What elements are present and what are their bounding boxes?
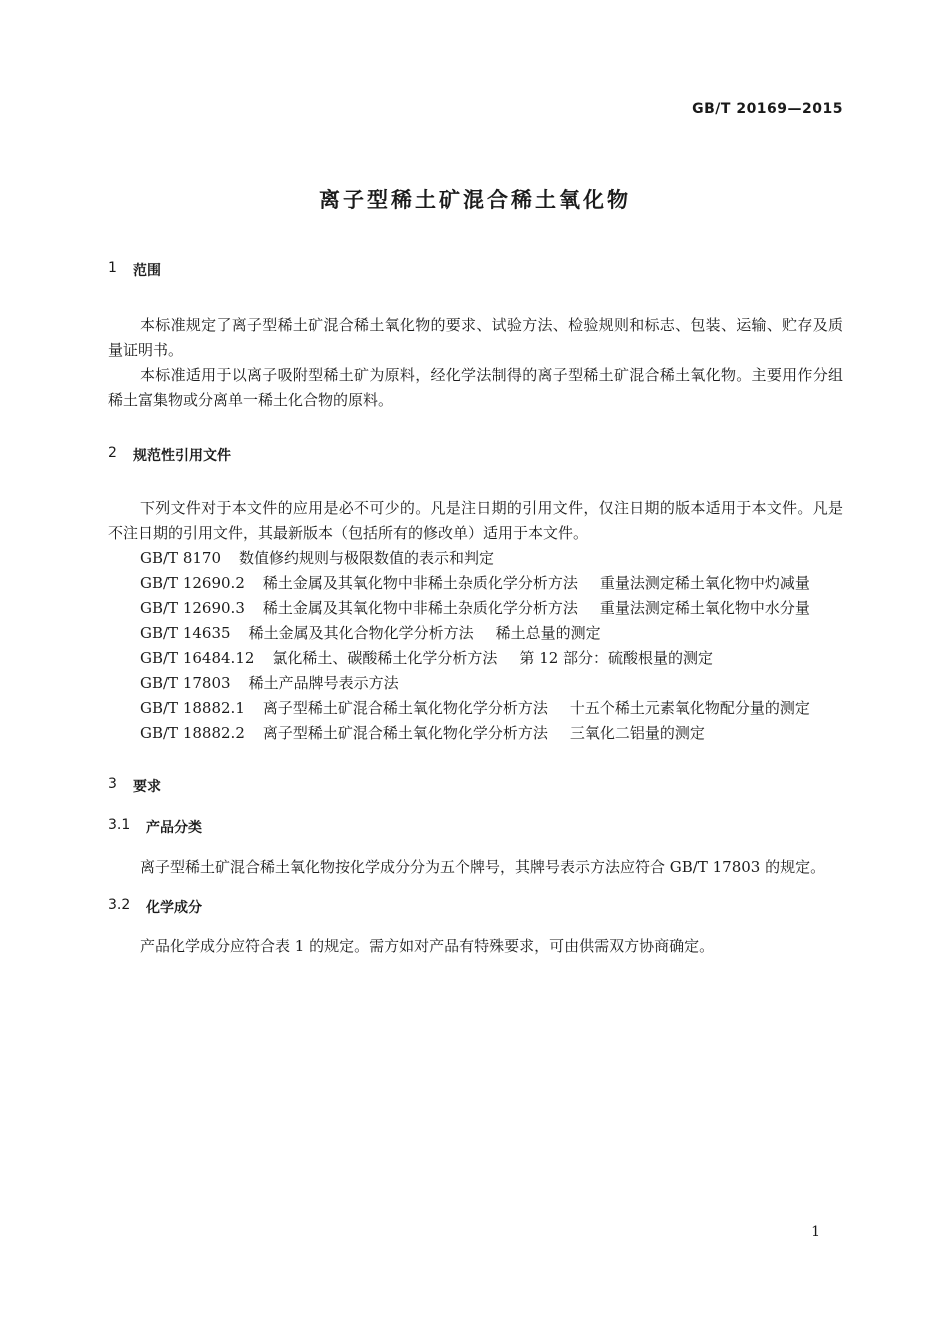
paragraph: 离子型稀土矿混合稀土氧化物按化学成分分为五个牌号，其牌号表示方法应符合 GB/T 17803 的规定。 [140, 858, 826, 876]
subsection-3-2-heading [108, 897, 843, 917]
ref-subtitle: 重量法测定稀土氧化物中水分量 [599, 599, 810, 617]
ref-title: 稀土金属及其化合物化学分析方法 [248, 624, 474, 642]
reference-item [108, 571, 843, 596]
reference-item [108, 596, 843, 621]
reference-item [108, 696, 843, 721]
ref-code: GB/T 12690.2 [140, 574, 245, 592]
paragraph: 本标准适用于以离子吸附型稀土矿为原料，经化学法制得的离子型稀土矿混合稀土氧化物。主要用作分组稀土富集物或分离单一稀土化合物的原料。 [108, 366, 843, 409]
ref-code: GB/T 12690.3 [140, 599, 245, 617]
paragraph: 本标准规定了离子型稀土矿混合稀土氧化物的要求、试验方法、检验规则和标志、包装、运输、贮存及质量证明书。 [108, 316, 843, 359]
ref-code: GB/T 18882.1 [140, 699, 245, 717]
ref-subtitle: 三氧化二铝量的测定 [569, 724, 705, 742]
ref-subtitle: 第 12 部分：硫酸根量的测定 [519, 649, 714, 667]
ref-title: 离子型稀土矿混合稀土氧化物化学分析方法 [262, 724, 548, 742]
ref-title: 数值修约规则与极限数值的表示和判定 [239, 549, 495, 567]
section-title: 规范性引用文件 [133, 448, 231, 464]
document-body [108, 260, 843, 959]
subsection-number: 3.1 [108, 817, 131, 833]
ref-subtitle: 重量法测定稀土氧化物中灼减量 [599, 574, 810, 592]
ref-title: 离子型稀土矿混合稀土氧化物化学分析方法 [262, 699, 548, 717]
reference-item [108, 671, 843, 696]
subsection-3-1-heading [108, 817, 843, 837]
ref-title: 稀土金属及其氧化物中非稀土杂质化学分析方法 [262, 574, 578, 592]
section-3-heading [108, 776, 843, 796]
section-title: 要求 [133, 779, 161, 795]
subsection-title: 化学成分 [146, 900, 202, 916]
reference-item [108, 721, 843, 746]
reference-item [108, 621, 843, 646]
section-2-heading [108, 445, 843, 465]
reference-item [108, 546, 843, 571]
subsection-number: 3.2 [108, 897, 131, 913]
reference-item [108, 646, 843, 671]
section-title: 范围 [133, 263, 161, 279]
section-number: 3 [108, 776, 117, 792]
section-number: 1 [108, 260, 117, 276]
ref-title: 稀土产品牌号表示方法 [248, 674, 399, 692]
ref-subtitle: 十五个稀土元素氧化物配分量的测定 [569, 699, 810, 717]
page-number: 1 [811, 1224, 820, 1240]
ref-code: GB/T 17803 [140, 674, 231, 692]
section-1-heading [108, 260, 843, 280]
ref-title: 稀土金属及其氧化物中非稀土杂质化学分析方法 [262, 599, 578, 617]
section-number: 2 [108, 445, 117, 461]
document-code: GB/T 20169—2015 [692, 101, 843, 117]
ref-code: GB/T 8170 [140, 549, 222, 567]
ref-code: GB/T 18882.2 [140, 724, 245, 742]
ref-code: GB/T 14635 [140, 624, 231, 642]
ref-subtitle: 稀土总量的测定 [495, 624, 601, 642]
subsection-title: 产品分类 [146, 820, 202, 836]
ref-title: 氯化稀土、碳酸稀土化学分析方法 [272, 649, 498, 667]
ref-code: GB/T 16484.12 [140, 649, 255, 667]
document-title: 离子型稀土矿混合稀土氧化物 [319, 188, 631, 212]
paragraph: 下列文件对于本文件的应用是必不可少的。凡是注日期的引用文件，仅注日期的版本适用于本文件。凡是不注日期的引用文件，其最新版本（包括所有的修改单）适用于本文件。 [108, 499, 843, 542]
paragraph: 产品化学成分应符合表 1 的规定。需方如对产品有特殊要求，可由供需双方协商确定。 [140, 937, 715, 955]
